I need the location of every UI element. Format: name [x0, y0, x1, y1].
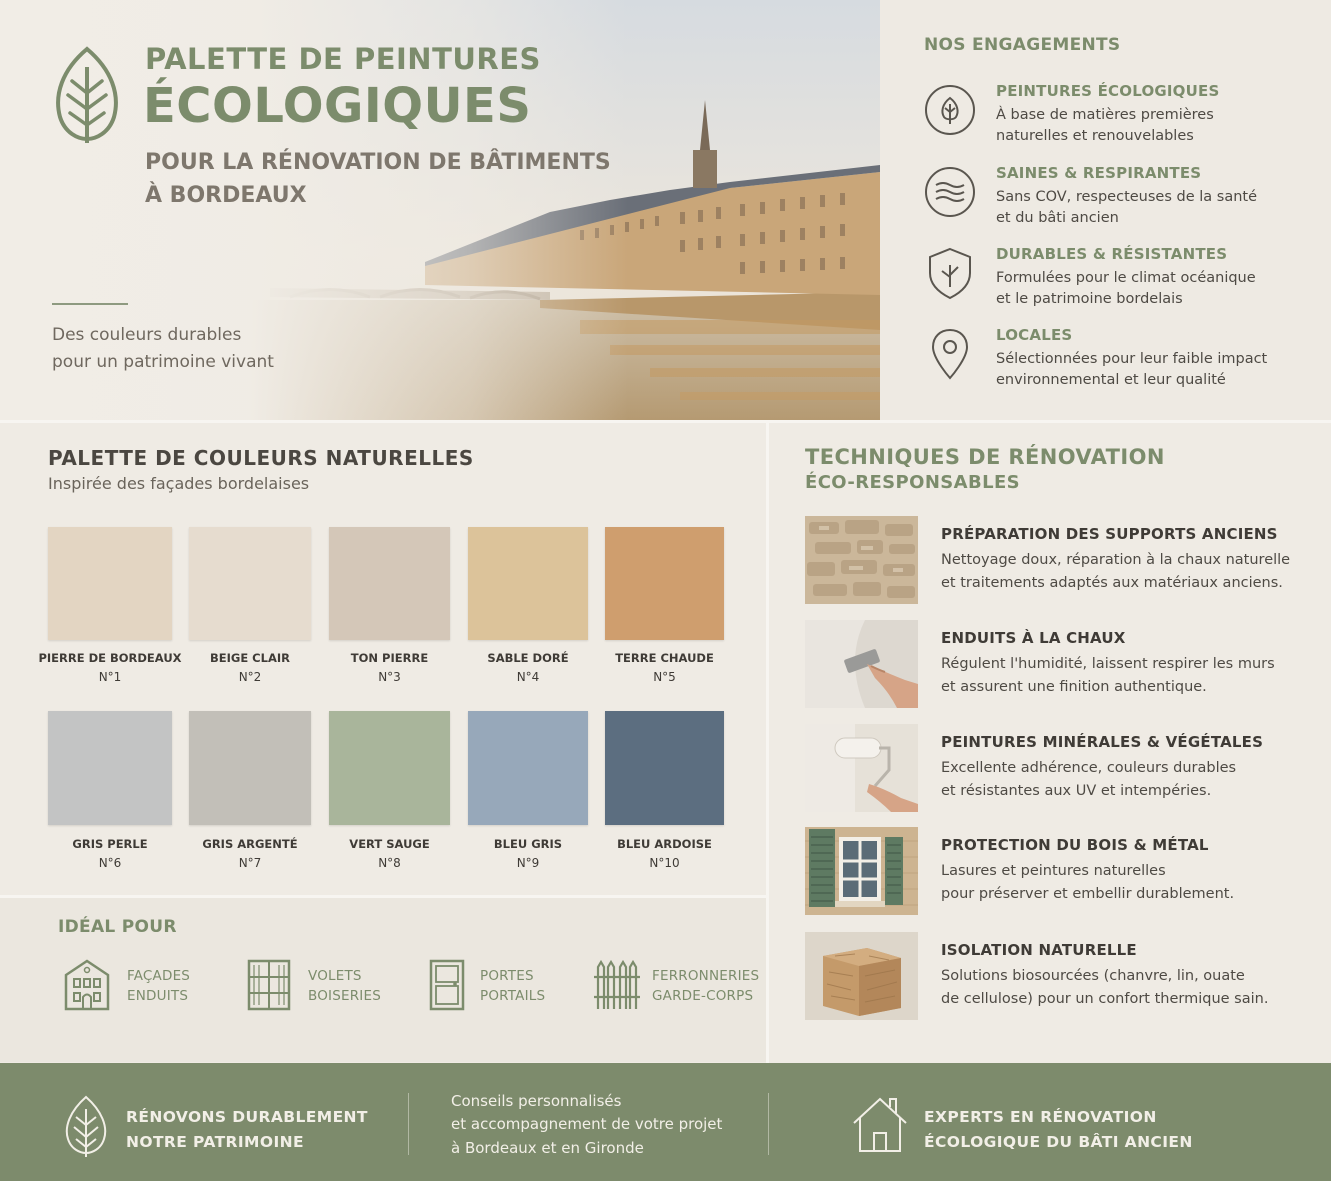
- color-swatch: [605, 527, 724, 640]
- technique-desc-line1: Excellente adhérence, couleurs durables: [941, 760, 1237, 776]
- air-waves-icon: [922, 164, 978, 220]
- color-swatch: [189, 711, 311, 825]
- technique-desc-line1: Solutions biosourcées (chanvre, lin, ouate: [941, 968, 1245, 984]
- hero-divider: [52, 303, 128, 305]
- engagement-desc-line1: Sans COV, respecteuses de la santé: [996, 189, 1258, 205]
- engagement-desc-line2: et le patrimoine bordelais: [996, 291, 1183, 307]
- color-name: TON PIERRE: [350, 651, 429, 665]
- engagement-desc-line1: À base de matières premières: [996, 107, 1214, 123]
- color-number: N°10: [649, 856, 680, 870]
- color-name: GRIS ARGENTÉ: [202, 837, 298, 851]
- color-number: N°1: [98, 670, 122, 684]
- technique-desc-line2: de cellulose) pour un confort thermique sain.: [941, 991, 1269, 1007]
- ideal-label-line1: PORTES: [480, 968, 534, 984]
- engagement-desc-line2: naturelles et renouvelables: [996, 128, 1194, 144]
- hero-tagline-line1: Des couleurs durables: [52, 325, 242, 345]
- engagement-desc-line1: Formulées pour le climat océanique: [996, 270, 1256, 286]
- technique-desc-line1: Lasures et peintures naturelles: [941, 863, 1166, 879]
- leaf-circle-icon: [922, 82, 978, 138]
- color-name: TERRE CHAUDE: [615, 651, 714, 665]
- ideal-label-line1: VOLETS: [308, 968, 362, 984]
- engagements-title: NOS ENGAGEMENTS: [924, 35, 1121, 55]
- technique-desc-line2: et traitements adaptés aux matériaux anciens.: [941, 575, 1283, 591]
- color-swatch: [48, 711, 172, 825]
- color-name: BLEU GRIS: [493, 837, 563, 851]
- color-swatch: [189, 527, 311, 640]
- footer-left-line2: NOTRE PATRIMOINE: [126, 1133, 304, 1151]
- footer-banner: [0, 1063, 1331, 1181]
- leaf-icon: [60, 1095, 112, 1157]
- hemp-block-image: [805, 932, 918, 1020]
- engagement-item: [922, 326, 1322, 406]
- footer-left-line1: RÉNOVONS DURABLEMENT: [126, 1108, 368, 1126]
- engagement-item: [922, 164, 1322, 244]
- technique-desc-line2: et résistantes aux UV et intempéries.: [941, 783, 1212, 799]
- color-number: N°9: [516, 856, 540, 870]
- hero-subtitle-line1: POUR LA RÉNOVATION DE BÂTIMENTS: [145, 150, 611, 175]
- fence-icon: [592, 957, 642, 1011]
- techniques-title-line1: TECHNIQUES DE RÉNOVATION: [805, 445, 1165, 469]
- paint-roller-image: [805, 724, 918, 812]
- palette-title: PALETTE DE COULEURS NATURELLES: [48, 446, 474, 470]
- technique-title: PROTECTION DU BOIS & MÉTAL: [941, 836, 1209, 854]
- color-swatch: [468, 527, 588, 640]
- technique-title: ISOLATION NATURELLE: [941, 941, 1137, 959]
- engagements-panel: [880, 0, 1331, 420]
- color-swatch: [605, 711, 724, 825]
- color-name: VERT SAUGE: [349, 837, 430, 851]
- section-divider: [0, 420, 1331, 423]
- column-divider: [766, 423, 769, 1063]
- color-swatch: [329, 527, 450, 640]
- window-shutters-image: [805, 827, 918, 915]
- ideal-label-line1: FAÇADES: [127, 968, 191, 984]
- color-number: N°2: [238, 670, 262, 684]
- hero-subtitle-line2: À BORDEAUX: [145, 183, 307, 208]
- hero-title-line1: PALETTE DE PEINTURES: [145, 42, 541, 76]
- color-swatch: [468, 711, 588, 825]
- door-icon: [422, 957, 472, 1011]
- color-number: N°6: [98, 856, 122, 870]
- engagement-item: [922, 82, 1322, 162]
- footer-right-line2: ÉCOLOGIQUE DU BÂTI ANCIEN: [924, 1133, 1193, 1151]
- ideal-label-line2: PORTAILS: [480, 988, 546, 1004]
- engagement-desc-line2: et du bâti ancien: [996, 210, 1119, 226]
- engagement-desc-line2: environnemental et leur qualité: [996, 372, 1226, 388]
- ideal-label-line2: GARDE-CORPS: [652, 988, 754, 1004]
- color-number: N°8: [378, 856, 401, 870]
- engagement-title: PEINTURES ÉCOLOGIQUES: [996, 82, 1220, 100]
- engagement-title: LOCALES: [996, 326, 1073, 344]
- ideal-label-line1: FERRONNERIES: [652, 968, 760, 984]
- color-name: BLEU ARDOISE: [617, 837, 712, 851]
- location-pin-icon: [922, 326, 978, 382]
- shutters-icon: [244, 957, 294, 1011]
- engagement-title: SAINES & RESPIRANTES: [996, 164, 1202, 182]
- footer-right-line1: EXPERTS EN RÉNOVATION: [924, 1108, 1157, 1126]
- color-number: N°5: [653, 670, 676, 684]
- hero-tagline-line2: pour un patrimoine vivant: [52, 352, 274, 372]
- ideal-title: IDÉAL POUR: [58, 917, 177, 937]
- technique-desc-line2: et assurent une finition authentique.: [941, 679, 1207, 695]
- technique-desc-line1: Régulent l'humidité, laissent respirer les murs: [941, 656, 1275, 672]
- technique-title: ENDUITS À LA CHAUX: [941, 629, 1126, 647]
- house-icon: [850, 1095, 910, 1153]
- hero-title-line2: ÉCOLOGIQUES: [143, 78, 532, 134]
- color-swatch: [329, 711, 450, 825]
- footer-divider: [408, 1093, 409, 1155]
- techniques-title-line2: ÉCO-RESPONSABLES: [805, 472, 1021, 493]
- technique-title: PRÉPARATION DES SUPPORTS ANCIENS: [941, 525, 1278, 543]
- lime-plaster-image: [805, 620, 918, 708]
- color-number: N°4: [516, 670, 540, 684]
- palette-subtitle: Inspirée des façades bordelaises: [48, 474, 310, 493]
- engagement-desc-line1: Sélectionnées pour leur faible impact: [996, 351, 1268, 367]
- engagement-item: [922, 245, 1322, 325]
- building-facade-icon: [62, 957, 112, 1011]
- stone-wall-image: [805, 516, 918, 604]
- color-name: BEIGE CLAIR: [209, 651, 290, 665]
- engagement-title: DURABLES & RÉSISTANTES: [996, 245, 1228, 263]
- color-number: N°7: [238, 856, 262, 870]
- color-name: SABLE DORÉ: [487, 651, 569, 665]
- footer-divider: [768, 1093, 769, 1155]
- color-name: GRIS PERLE: [72, 837, 148, 851]
- leaf-icon: [50, 45, 124, 145]
- color-number: N°3: [378, 670, 401, 684]
- technique-desc-line2: pour préserver et embellir durablement.: [941, 886, 1235, 902]
- footer-middle-line3: à Bordeaux et en Gironde: [451, 1139, 644, 1157]
- ideal-label-line2: BOISERIES: [308, 988, 381, 1004]
- color-name: PIERRE DE BORDEAUX: [38, 651, 182, 665]
- ideal-label-line2: ENDUITS: [127, 988, 189, 1004]
- hero-banner: [0, 0, 880, 420]
- technique-desc-line1: Nettoyage doux, réparation à la chaux naturelle: [941, 552, 1291, 568]
- shield-leaf-icon: [922, 245, 978, 301]
- footer-middle-line2: et accompagnement de votre projet: [451, 1115, 723, 1133]
- footer-middle-line1: Conseils personnalisés: [451, 1092, 622, 1110]
- color-swatch: [48, 527, 172, 640]
- technique-title: PEINTURES MINÉRALES & VÉGÉTALES: [941, 733, 1264, 751]
